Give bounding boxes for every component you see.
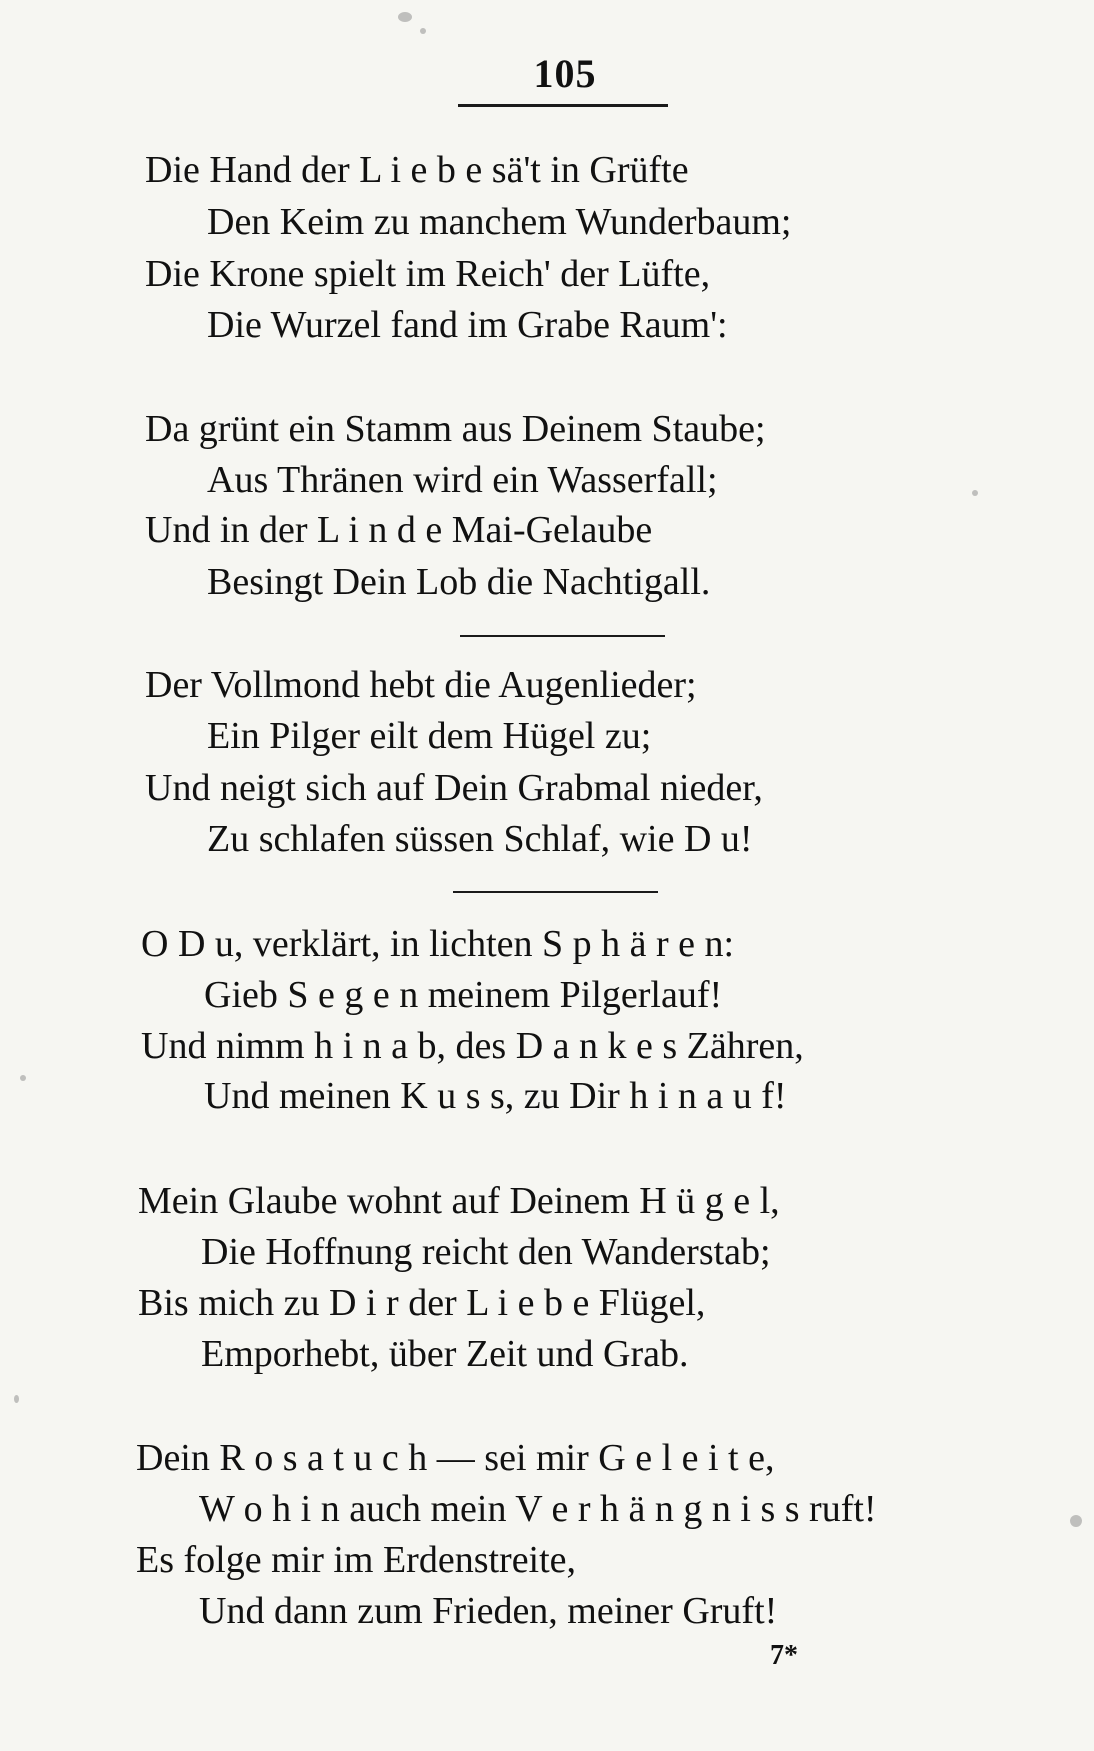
stanza-6-line-1: Dein R o s a t u c h — sei mir G e l e i t e, [136,1437,775,1479]
stanza-5-line-2: Die Hoffnung reicht den Wanderstab; [201,1231,771,1273]
stanza-3-line-4: Zu schlafen süssen Schlaf, wie D u! [207,818,753,860]
stanza-6-line-3: Es folge mir im Erdenstreite, [136,1539,577,1581]
stanza-5-line-1: Mein Glaube wohnt auf Deinem H ü g e l, [138,1180,780,1222]
page-number: 105 [533,51,597,96]
stanza-6-line-2: W o h i n auch mein V e r h ä n g n i s s ruft! [199,1488,877,1530]
stanza-5-line-4: Emporhebt, über Zeit und Grab. [201,1333,689,1375]
paper-speck [398,12,412,22]
stanza-1-line-1: Die Hand der L i e b e sä't in Grüfte [145,149,689,191]
paper-speck [20,1075,26,1081]
stanza-4-line-3: Und nimm h i n a b, des D a n k e s Zähren, [141,1025,804,1067]
stanza-divider-1 [460,635,665,637]
stanza-2-line-2: Aus Thränen wird ein Wasserfall; [207,459,718,501]
stanza-4-line-2: Gieb S e g e n meinem Pilgerlauf! [204,974,723,1016]
stanza-2-line-1: Da grünt ein Stamm aus Deinem Staube; [145,408,766,450]
stanza-4-line-4: Und meinen K u s s, zu Dir h i n a u f! [204,1075,787,1117]
stanza-3-line-1: Der Vollmond hebt die Augenlieder; [145,664,697,706]
stanza-2-line-4: Besingt Dein Lob die Nachtigall. [207,561,711,603]
paper-speck [1070,1515,1082,1527]
header-rule [458,104,668,107]
stanza-5-line-3: Bis mich zu D i r der L i e b e Flügel, [138,1282,706,1324]
stanza-1-line-2: Den Keim zu manchem Wunderbaum; [207,201,792,243]
paper-speck [420,28,426,34]
stanza-divider-2 [453,891,658,893]
signature-mark: 7* [770,1640,798,1671]
stanza-2-line-3: Und in der L i n d e Mai-Gelaube [145,509,653,551]
stanza-3-line-2: Ein Pilger eilt dem Hügel zu; [207,715,652,757]
stanza-4-line-1: O D u, verklärt, in lichten S p h ä r e n: [141,923,735,965]
stanza-1-line-3: Die Krone spielt im Reich' der Lüfte, [145,253,711,295]
stanza-3-line-3: Und neigt sich auf Dein Grabmal nieder, [145,767,763,809]
stanza-6-line-4: Und dann zum Frieden, meiner Gruft! [199,1590,778,1632]
paper-speck [14,1395,19,1403]
paper-speck [972,490,978,496]
stanza-1-line-4: Die Wurzel fand im Grabe Raum': [207,304,728,346]
